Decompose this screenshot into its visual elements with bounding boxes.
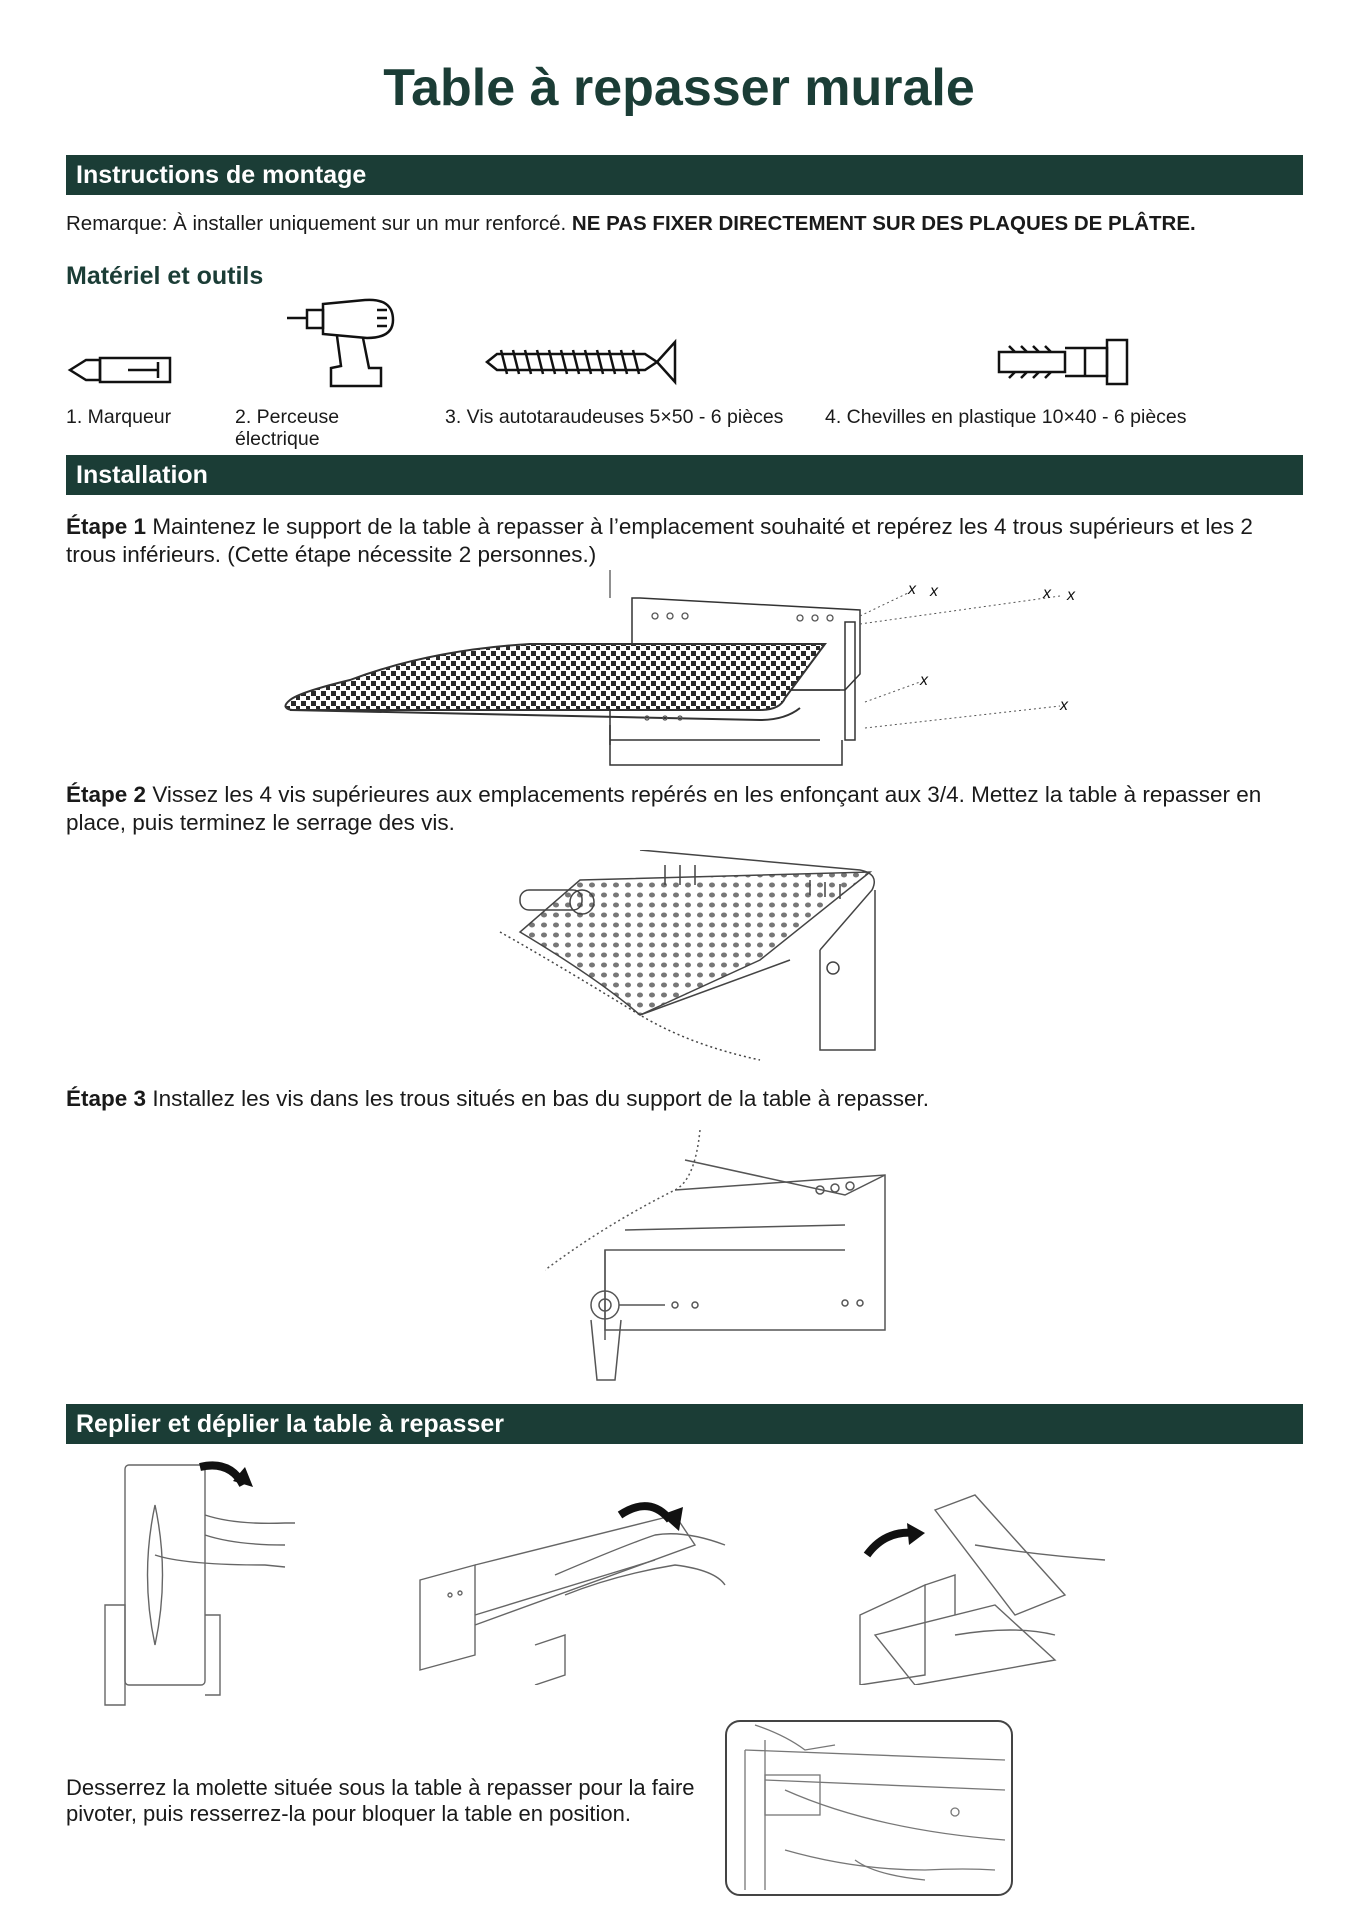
installation-note [66, 210, 1196, 237]
step-3-text: Installez les vis dans les trous situés en bas du support de la table à repasser. [152, 1086, 930, 1111]
note-warning: NE PAS FIXER DIRECTEMENT SUR DES PLAQUES DE PLÂTRE. [571, 212, 1196, 235]
svg-text:x: x [1043, 585, 1051, 602]
svg-text:x: x [1067, 587, 1075, 604]
tool-label-marker: 1. Marqueur [66, 406, 172, 428]
screw-icon [485, 338, 685, 388]
fold-illustration-1 [95, 1455, 305, 1715]
fold-illustration-3 [855, 1485, 1115, 1685]
step-3 [66, 1085, 1306, 1113]
marker-icon [66, 350, 176, 390]
section-header-fold: Replier et déplier la table à repasser [66, 1404, 1303, 1444]
step-1-text: Maintenez le support de la table à repasser à l’emplacement souhaité et repérez les 4 trous supérieurs et les 2 trous inférieurs. (Cette étape nécessite 2 personnes.) [66, 514, 1253, 567]
tool-label-wall-plugs: 4. Chevilles en plastique 10×40 - 6 pièces [825, 406, 1187, 428]
section-header-assembly: Instructions de montage [66, 155, 1303, 195]
step-2-label: Étape 2 [66, 782, 147, 807]
step-3-label: Étape 3 [66, 1086, 147, 1111]
step-2-illustration [490, 850, 890, 1065]
fold-illustration-2 [415, 1475, 735, 1685]
wall-plug-icon [995, 338, 1135, 388]
tool-label-screws: 3. Vis autotaraudeuses 5×50 - 6 pièces [445, 406, 784, 428]
knob-detail-illustration [725, 1720, 1015, 1898]
tool-label-drill: 2. Perceuse électrique [235, 406, 340, 450]
step-1-label: Étape 1 [66, 514, 147, 539]
step-1-illustration [280, 570, 1110, 770]
svg-text:x: x [930, 583, 938, 600]
section-header-installation: Installation [66, 455, 1303, 495]
step-3-illustration [545, 1130, 890, 1385]
svg-text:x: x [1060, 697, 1068, 714]
svg-text:x: x [908, 581, 916, 598]
step-1 [66, 513, 1306, 569]
materials-heading: Matériel et outils [66, 262, 264, 290]
step-2 [66, 781, 1306, 837]
fold-instructions: Desserrez la molette située sous la table à repasser pour la faire pivoter, puis resserrez-la pour bloquer la table en position. [66, 1775, 695, 1826]
page-title: Table à repasser murale [383, 59, 975, 117]
svg-text:x: x [920, 672, 928, 689]
note-text: Remarque: À installer uniquement sur un mur renforcé. [66, 212, 567, 235]
step-2-text: Vissez les 4 vis supérieures aux emplacements repérés en les enfonçant aux 3/4. Mettez la table à repasser en place, puis terminez le serrage des vis. [66, 782, 1262, 835]
drill-icon [285, 296, 400, 391]
